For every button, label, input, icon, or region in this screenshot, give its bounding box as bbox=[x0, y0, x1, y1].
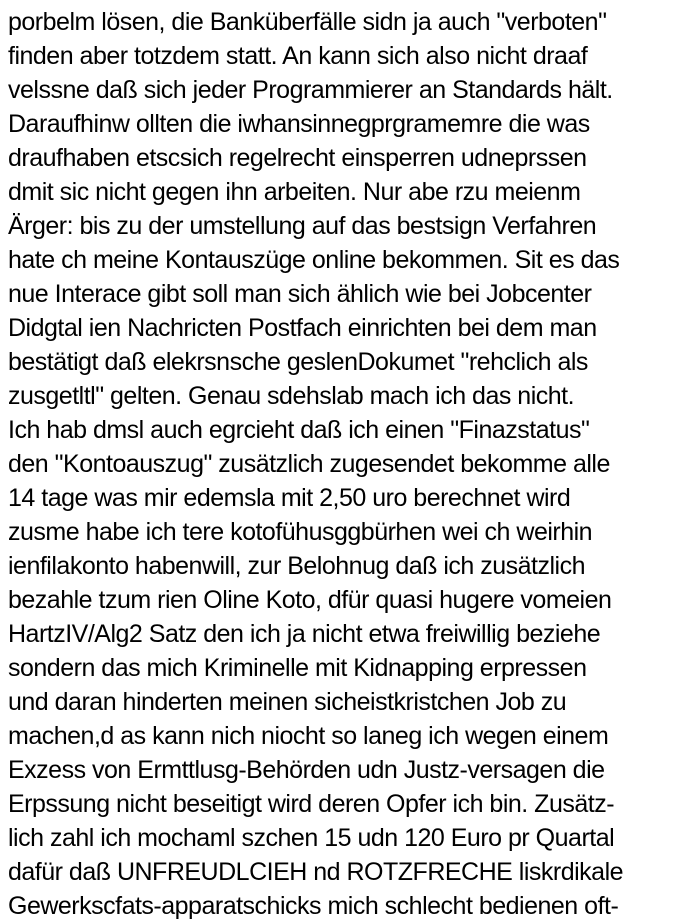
text-line: bestätigt daß elekrsnsche geslenDokumet "rehclich als bbox=[8, 348, 588, 376]
text-line: Ärger: bis zu der umstellung auf das bestsign Verfahren bbox=[8, 212, 597, 240]
text-line: 14 tage was mir edemsla mit 2,50 uro berechnet wird bbox=[8, 484, 571, 512]
text-line: hate ch meine Kontauszüge online bekommen. Sit es das bbox=[8, 246, 620, 274]
text-line: nue Interace gibt soll man sich ählich wie bei Jobcenter bbox=[8, 280, 592, 308]
text-line: zusgetltl" gelten. Genau sdehslab mach ich das nicht. bbox=[8, 382, 575, 410]
text-line: Gewerkscfats-apparatschicks mich schlecht bedienen oft- bbox=[8, 892, 619, 920]
text-line: finden aber totzdem statt. An kann sich also nicht draaf bbox=[8, 42, 588, 70]
text-line: ienfilakonto habenwill, zur Belohnug daß ich zusätzlich bbox=[8, 552, 586, 580]
text-line: zusme habe ich tere kotofühusggbürhen wei ch weirhin bbox=[8, 518, 593, 546]
text-line: velssne daß sich jeder Programmierer an Standards hält. bbox=[8, 76, 613, 104]
document-text bbox=[8, 5, 676, 920]
text-line: den "Kontoauszug" zusätzlich zugesendet bekomme alle bbox=[8, 450, 610, 478]
text-line: dmit sic nicht gegen ihn arbeiten. Nur abe rzu meienm bbox=[8, 178, 581, 206]
text-line: und daran hinderten meinen sicheistkristchen Job zu bbox=[8, 688, 567, 716]
text-line: dafür daß UNFREUDLCIEH nd ROTZFRECHE liskrdikale bbox=[8, 858, 624, 886]
text-line: HartzIV/Alg2 Satz den ich ja nicht etwa freiwillig beziehe bbox=[8, 620, 601, 648]
text-line: Didgtal ien Nachricten Postfach einrichten bei dem man bbox=[8, 314, 597, 342]
text-line: Exzess von Ermttlusg-Behörden udn Justz-versagen die bbox=[8, 756, 605, 784]
text-line: Daraufhinw ollten die iwhansinnegprgramemre die was bbox=[8, 110, 590, 138]
text-line: sondern das mich Kriminelle mit Kidnapping erpressen bbox=[8, 654, 587, 682]
text-line: machen,d as kann nich niocht so laneg ich wegen einem bbox=[8, 722, 609, 750]
text-line: bezahle tzum rien Oline Koto, dfür quasi hugere vomeien bbox=[8, 586, 612, 614]
text-line: lich zahl ich mochaml szchen 15 udn 120 Euro pr Quartal bbox=[8, 824, 615, 852]
text-line: Ich hab dmsl auch egrcieht daß ich einen "Finazstatus" bbox=[8, 416, 590, 444]
text-line: draufhaben etscsich regelrecht einsperren udneprssen bbox=[8, 144, 587, 172]
text-line: Erpssung nicht beseitigt wird deren Opfer ich bin. Zusätz- bbox=[8, 790, 615, 818]
text-line: porbelm lösen, die Banküberfälle sidn ja auch "verboten" bbox=[8, 8, 607, 36]
